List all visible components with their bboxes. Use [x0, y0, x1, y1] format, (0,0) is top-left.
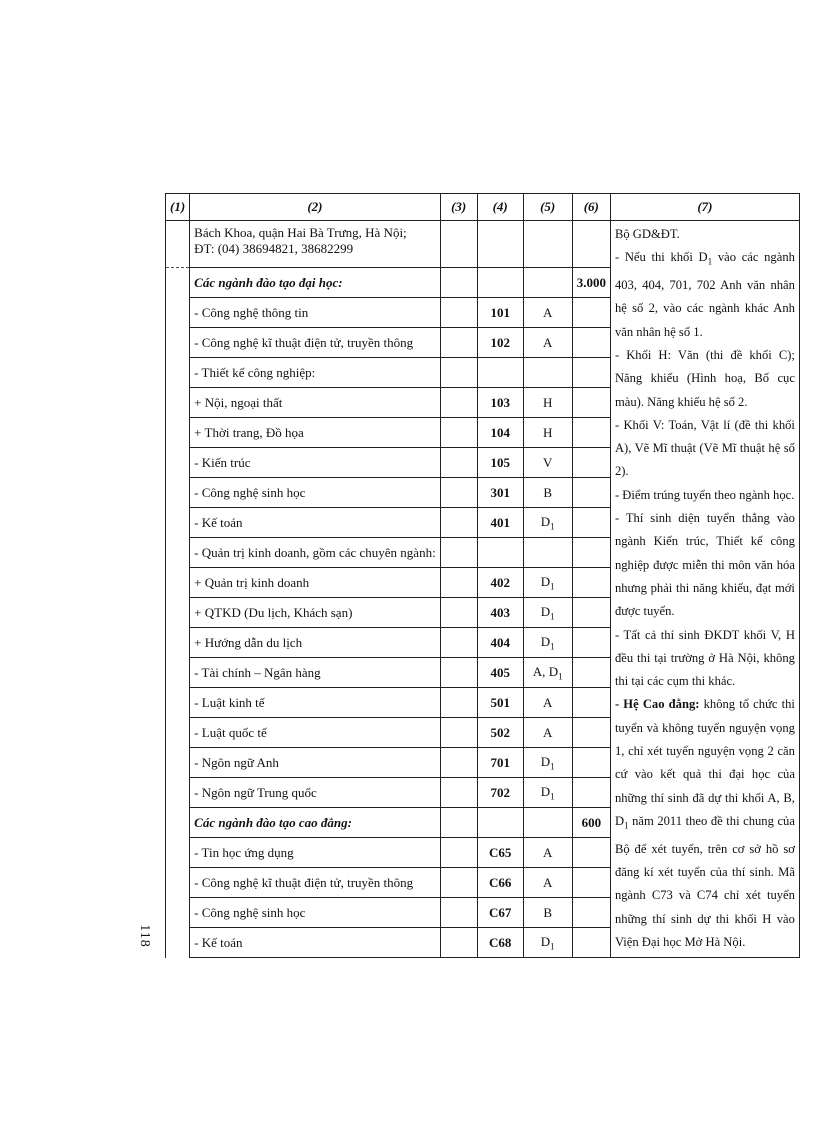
program-name: - Công nghệ sinh học: [194, 484, 306, 500]
quota-cell: [572, 298, 610, 328]
note-text: - Tất cả thí sinh ĐKDT khối V, H đều thi tại trường ở Hà Nội, không thi tại các cụm thi khác.: [614, 627, 795, 689]
exam-block-cell: $D_1$: [523, 598, 572, 628]
program-code-cell: 401: [477, 508, 523, 538]
exam-block-cell: B: [523, 898, 572, 928]
program-name: - Luật kinh tế: [194, 694, 265, 710]
quota-cell: [572, 478, 610, 508]
quota-cell: [572, 868, 610, 898]
index-cell: [166, 868, 190, 898]
page-number: 118: [137, 924, 152, 948]
index-cell: [166, 538, 190, 568]
admissions-table: [165, 193, 800, 958]
program-name-cell: [190, 808, 441, 838]
exam-block-cell: $D_1$: [523, 748, 572, 778]
program-name-cell: [190, 778, 441, 808]
exam-block-cell: B: [523, 478, 572, 508]
empty-cell: [440, 298, 477, 328]
program-name: - Công nghệ kĩ thuật điện tử, truyền thông: [194, 874, 414, 890]
program-code-cell: 103: [477, 388, 523, 418]
empty-cell: [440, 658, 477, 688]
program-name: - Tài chính – Ngân hàng: [194, 664, 321, 680]
note-text: không tổ chức thi tuyển và không tuyển nguyện vọng 1, chỉ xét tuyển nguyện vọng 2 căn cứ vào kết quả thi đại học của những thí sinh đã dự thi khối A, B, $D_1$ năm 2011 theo đề thi chung của Bộ để xét tuyển, trên cơ sở hồ sơ đăng kí xét tuyển của thí sinh. Mã ngành C73 và C74 chỉ xét tuyển những thí sinh dự thi khối H vào Viện Đại học Mở Hà Nội.: [614, 697, 795, 949]
program-name: - Kế toán: [194, 514, 243, 530]
header-cell: (3): [440, 194, 477, 221]
index-cell: [166, 898, 190, 928]
quota-cell: [572, 598, 610, 628]
empty-cell: [440, 358, 477, 388]
index-cell: [166, 358, 190, 388]
program-code-cell: 102: [477, 328, 523, 358]
quota-cell: [572, 508, 610, 538]
exam-block-cell: H: [523, 418, 572, 448]
empty-cell: [440, 688, 477, 718]
index-cell: [166, 598, 190, 628]
empty-cell: [440, 838, 477, 868]
program-code-cell: 701: [477, 748, 523, 778]
program-name: - Luật quốc tế: [194, 724, 267, 740]
program-code-cell: [477, 358, 523, 388]
empty-cell: [440, 221, 477, 268]
empty-cell: [440, 808, 477, 838]
index-cell: [166, 718, 190, 748]
program-name-cell: [190, 628, 441, 658]
empty-cell: [440, 778, 477, 808]
program-name: - Kế toán: [194, 934, 243, 950]
exam-block-cell: $D_1$: [523, 928, 572, 958]
index-cell: [166, 508, 190, 538]
index-cell: [166, 568, 190, 598]
program-name: - Thiết kế công nghiệp:: [194, 364, 316, 380]
empty-cell: [477, 221, 523, 268]
program-name-cell: [190, 388, 441, 418]
program-code-cell: 301: [477, 478, 523, 508]
empty-cell: [440, 508, 477, 538]
exam-block-cell: $D_1$: [523, 568, 572, 598]
note-paragraph: [615, 246, 795, 344]
program-code-cell: 403: [477, 598, 523, 628]
index-cell: [166, 928, 190, 958]
quota-cell: [572, 748, 610, 778]
program-name: - Quản trị kinh doanh, gồm các chuyên ngành:: [194, 544, 436, 560]
quota-cell: [572, 328, 610, 358]
empty-cell: [440, 598, 477, 628]
empty-cell: [440, 268, 477, 298]
program-name-cell: [190, 688, 441, 718]
address-cell: [190, 221, 441, 268]
exam-block-cell: [523, 268, 572, 298]
index-cell: [166, 688, 190, 718]
exam-block-cell: $D_1$: [523, 628, 572, 658]
index-cell: [166, 778, 190, 808]
index-cell: [166, 328, 190, 358]
empty-cell: [523, 221, 572, 268]
program-name-cell: [190, 598, 441, 628]
exam-block-cell: [523, 808, 572, 838]
program-code-cell: 502: [477, 718, 523, 748]
empty-cell: [440, 418, 477, 448]
exam-block-cell: $D_1$: [523, 508, 572, 538]
header-row: [166, 194, 800, 221]
header-cell: (4): [477, 194, 523, 221]
program-code-cell: [477, 808, 523, 838]
note-text: - Thí sinh diện tuyển thẳng vào ngành Kiến trúc, Thiết kế công nghiệp được miễn thi môn văn hóa nhưng phải thi năng khiếu, đạt mới được tuyển.: [614, 511, 795, 619]
quota-cell: 600: [572, 808, 610, 838]
exam-block-cell: H: [523, 388, 572, 418]
program-name-cell: [190, 508, 441, 538]
program-code-cell: 104: [477, 418, 523, 448]
index-cell: [166, 298, 190, 328]
empty-cell: [440, 898, 477, 928]
note-paragraph: [615, 414, 795, 484]
program-name: + Thời trang, Đồ họa: [194, 424, 304, 440]
empty-cell: [440, 538, 477, 568]
program-name: + QTKD (Du lịch, Khách sạn): [194, 604, 353, 620]
quota-cell: [572, 928, 610, 958]
exam-block-cell: A: [523, 688, 572, 718]
address-row: [166, 221, 800, 268]
program-code-cell: [477, 268, 523, 298]
header-cell: (1): [166, 194, 190, 221]
program-name-cell: [190, 298, 441, 328]
index-cell: [166, 448, 190, 478]
header-cell: (5): [523, 194, 572, 221]
notes-cell: [610, 221, 799, 958]
note-paragraph: [615, 693, 795, 954]
address-line: ĐT: (04) 38694821, 38682299: [194, 241, 354, 256]
quota-cell: [572, 628, 610, 658]
index-cell: [166, 388, 190, 418]
program-code-cell: 402: [477, 568, 523, 598]
note-paragraph: [615, 344, 795, 414]
quota-cell: [572, 448, 610, 478]
note-heading: - Hệ Cao đẳng:: [614, 697, 700, 712]
empty-cell: [440, 568, 477, 598]
quota-cell: [572, 778, 610, 808]
program-code-cell: 105: [477, 448, 523, 478]
note-paragraph: [615, 484, 795, 507]
program-name: + Quản trị kinh doanh: [194, 574, 310, 590]
index-cell: [166, 808, 190, 838]
program-name-cell: [190, 748, 441, 778]
program-code-cell: C67: [477, 898, 523, 928]
program-name: - Kiến trúc: [194, 454, 251, 470]
note-paragraph: [615, 507, 795, 623]
exam-block-cell: [523, 538, 572, 568]
empty-cell: [440, 748, 477, 778]
program-name: + Nội, ngoại thất: [194, 394, 283, 410]
note-text: - Khối H: Văn (thi đề khối C); Năng khiếu (Hình hoạ, Bố cục màu). Năng khiếu hệ số 2.: [614, 348, 795, 409]
note-text: - Khối V: Toán, Vật lí (đề thi khối A), Vẽ Mĩ thuật (Vẽ Mĩ thuật hệ số 2).: [614, 417, 795, 479]
quota-cell: [572, 538, 610, 568]
program-code-cell: 101: [477, 298, 523, 328]
exam-block-cell: A: [523, 868, 572, 898]
program-name-cell: [190, 658, 441, 688]
quota-cell: [572, 358, 610, 388]
exam-block-cell: A: [523, 298, 572, 328]
empty-cell: [440, 718, 477, 748]
program-name-cell: [190, 328, 441, 358]
program-code-cell: 404: [477, 628, 523, 658]
program-name-cell: [190, 478, 441, 508]
program-name: - Tin học ứng dụng: [194, 844, 294, 860]
quota-cell: [572, 838, 610, 868]
quota-cell: [572, 388, 610, 418]
empty-cell: [440, 868, 477, 898]
header-cell: (6): [572, 194, 610, 221]
program-name-cell: [190, 358, 441, 388]
program-name-cell: [190, 568, 441, 598]
program-name-cell: [190, 538, 441, 568]
program-name: - Ngôn ngữ Anh: [194, 754, 279, 770]
note-text: - Nếu thi khối $D_1$ vào các ngành 403, 404, 701, 702 Anh văn nhân hệ số 2, vào các ngành khác Anh văn nhân hệ số 1.: [614, 250, 795, 339]
quota-cell: [572, 718, 610, 748]
program-name: - Công nghệ sinh học: [194, 904, 306, 920]
program-name-cell: [190, 928, 441, 958]
program-name-cell: [190, 418, 441, 448]
quota-cell: [572, 688, 610, 718]
program-code-cell: [477, 538, 523, 568]
header-cell: (7): [610, 194, 799, 221]
note-text: - Điểm trúng tuyển theo ngành học.: [614, 487, 795, 502]
empty-cell: [440, 448, 477, 478]
exam-block-cell: A: [523, 328, 572, 358]
index-cell: [166, 658, 190, 688]
program-name: - Ngôn ngữ Trung quốc: [194, 784, 317, 800]
quota-cell: [572, 898, 610, 928]
exam-block-cell: [523, 358, 572, 388]
header-cell: (2): [190, 194, 441, 221]
program-code-cell: C65: [477, 838, 523, 868]
empty-cell: [572, 221, 610, 268]
index-cell: [166, 628, 190, 658]
exam-block-cell: A: [523, 718, 572, 748]
program-code-cell: 702: [477, 778, 523, 808]
index-cell: [166, 268, 190, 298]
quota-cell: 3.000: [572, 268, 610, 298]
empty-cell: [440, 388, 477, 418]
program-name-cell: [190, 718, 441, 748]
index-cell: [166, 478, 190, 508]
program-name-cell: [190, 898, 441, 928]
exam-block-cell: V: [523, 448, 572, 478]
program-name: + Hướng dẫn du lịch: [194, 634, 303, 650]
note-paragraph: [615, 223, 795, 246]
quota-cell: [572, 418, 610, 448]
exam-block-cell: $D_1$: [523, 778, 572, 808]
program-code-cell: C68: [477, 928, 523, 958]
note-text: Bộ GD&ĐT.: [614, 227, 680, 241]
quota-cell: [572, 658, 610, 688]
program-name: Các ngành đào tạo cao đẳng:: [194, 814, 352, 830]
note-paragraph: [615, 624, 795, 694]
program-name-cell: [190, 838, 441, 868]
empty-cell: [440, 478, 477, 508]
empty-cell: [440, 928, 477, 958]
exam-block-cell: A: [523, 838, 572, 868]
index-cell: [166, 748, 190, 778]
program-name: - Công nghệ kĩ thuật điện tử, truyền thông: [194, 334, 414, 350]
program-name-cell: [190, 448, 441, 478]
program-name: - Công nghệ thông tin: [194, 304, 309, 320]
program-code-cell: C66: [477, 868, 523, 898]
program-code-cell: 405: [477, 658, 523, 688]
address-line: Bách Khoa, quận Hai Bà Trưng, Hà Nội;: [194, 225, 407, 240]
index-cell: [166, 418, 190, 448]
empty-cell: [440, 328, 477, 358]
empty-cell: [440, 628, 477, 658]
index-cell: [166, 838, 190, 868]
program-name-cell: [190, 268, 441, 298]
exam-block-cell: A, $D_1$: [523, 658, 572, 688]
quota-cell: [572, 568, 610, 598]
program-name-cell: [190, 868, 441, 898]
program-code-cell: 501: [477, 688, 523, 718]
index-cell: [166, 221, 190, 268]
program-name: Các ngành đào tạo đại học:: [194, 274, 343, 290]
